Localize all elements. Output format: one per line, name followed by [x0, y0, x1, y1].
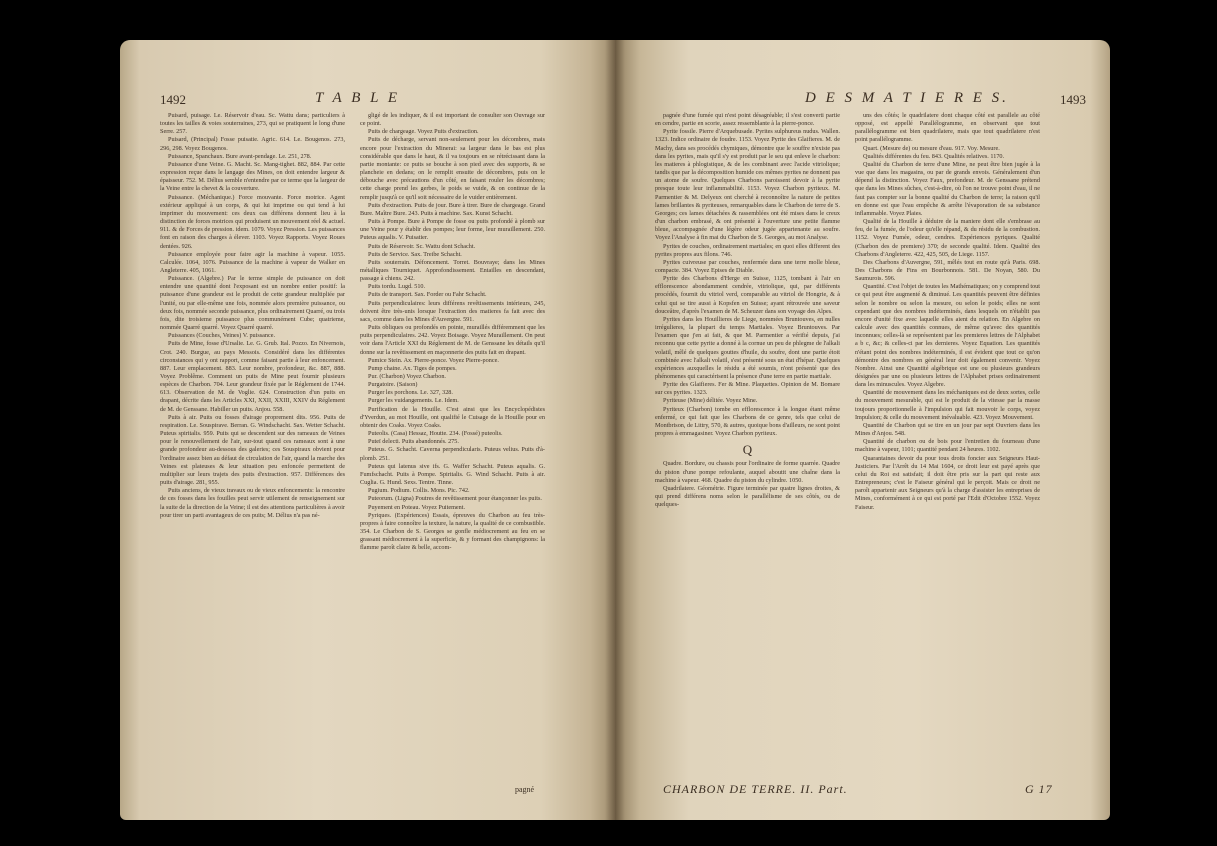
left-column-2: [360, 112, 545, 552]
index-entry: Pyrites de couches, ordinairement martiales; en quoi elles different des pyrites propres aux filons. 746.: [655, 242, 840, 258]
index-entry: Puits à air. Puits ou fosses d'airage proprement dits. 956. Puits de respiration. Le. Souspirave. Berran. G. Windschacht. Sax. Wetter Schacht. Puteus spiritalis. 959. Puits qui se descendent sur des rameaux de Veines pour le renouvellement de l'air, sur-tout quand ces rameaux sont à une grande profondeur au-dessous des galeries; ces Souspiraux obvient pour l'ordinaire assez bien au défaut de circulation de l'air, quand la marche des Veines est plateuses & leur situation peu enfoncée permettent de multiplier sur leurs trajets des puits d'extraction. 957. Différences des puits d'airage. 281, 955.: [160, 413, 345, 487]
index-entry: pagnée d'une fumée qui n'est point désagréable; il s'est converti partie en cendre, partie en scorie, assez ressemblante à la pierre-ponce.: [655, 112, 840, 128]
index-entry: Puits tordu. Lugd. 510.: [368, 283, 426, 291]
index-entry: Purger les vuidangements. Le. Idem.: [368, 397, 459, 405]
index-entry: Pump chaine. Ax. Tiges de pompes.: [368, 364, 457, 372]
index-entry: Puteus. G. Schacht. Caverna perpendicularis. Puteus velius. Puits d'à-plomb. 251.: [360, 446, 545, 462]
index-entry: Puissance. (Algebre.) Par le terme simple de puissance on doit entendre une quantité dont l'exposant est un nombre entier positif: la puissance d'une grandeur est le produit de cette grandeur multipliée par l'unité, ou par elle-même une fois, nommée alors première puissance, ou deux fois, nommée seconde puissance, plus ordinairement Quarré, ou trois fois, dite troisieme puissance plus communément Cube; quatrieme, nommée Quarré quarré. Voyez Quarré quarré.: [160, 275, 345, 332]
index-entry: Purification de la Houille. C'est ainsi que les Encyclopédistes d'Yverdun, au mot Houille, ont qualifié le Cuisage de la Houille pour en obtenir des Coaks. Voyez Coaks.: [360, 405, 545, 429]
index-entry: Puteolis. (Casa) Hessaz, Houtte. 234. (Fossé) puteolis.: [368, 430, 503, 438]
index-entry: Pyriques. (Expériences) Essais, épreuves du Charbon au feu très-propres à faire connoître la texture, la nature, la qualité de ce combustible. 354. Le Charbon de S. Georges se gonfle médiocrement au feu en se grassant médiocrement à la superficie, & y formant des champignons: la flamme paroît claire & belle, accom-: [360, 511, 545, 552]
index-entry: Des Charbons d'Auvergne, 591, mêlés tout en route qu'à Paris. 698. Des Charbons de Fins en Bourbonnois. 581. De Noyan, 580. Du Saumurois. 596.: [855, 258, 1040, 283]
index-entry: Pyrites dans les Houillieres de Liege, nommées Bruntouves, en nulles irrégulieres, la plupart du temps Martiales. Voyez Bruntouves. Par l'examen que j'en ai fait, & que M. Parmentier a vérifié depuis, j'ai reconnu que cette pyrite a donné à la cornue un peu de phlegme de l'alkali volatil, mêlé de quelques gouttes d'huile, du soufre, dont une partie étoit combinée avec l'alkali volatil, s'est présenté sous un état d'hépar. Quelques expériences auxquelles le résidu a été soumis, n'ont présenté que des phénomenes qui caractérisent la présence d'une terre en partie martiale.: [655, 315, 840, 380]
index-entry: Puissances (Couches, Veines) V. puissance.: [168, 332, 276, 340]
right-page: [615, 40, 1110, 820]
index-entry: Qualité de la Houille à déduire de la maniere dont elle s'embrase au feu, de la fumée, de l'odeur qu'elle répand, & du résidu de la combustion. 1152. Voyez Fumée, odeur, cendres. Expériences pyriques. Qualité (Charbon des de premiere) 370; de seconde qualité. Idem. Qualité des Charbons d'Angleterre. 422, 425, 505, de Liege. 1157.: [855, 218, 1040, 258]
index-entry: Pyriteuse (Mine) délitée. Voyez Mine.: [663, 397, 758, 405]
index-entry: Pyrites cuivreuse par couches, renfermée dans une terre molle bleue, compacte. 384. Voyez Epises de Diable.: [655, 258, 840, 274]
index-entry: Puteorum. (Ligna) Poutres de revêtissement pour étançonner les puits.: [368, 495, 542, 503]
index-entry: gligé de les indiquer, & il est important de consulter son Ouvrage sur ce point.: [360, 112, 545, 128]
signature-mark: G 17: [1025, 782, 1053, 796]
index-entry: Quadre. Bordure, ou chassis pour l'ordinaire de forme quarrée. Quadre du piston d'une pompe refoulante, auquel aboutit une chaîne dans la machine à vapeur. 468. Quadre du piston du cylindre. 1050.: [655, 460, 840, 484]
signature-title: CHARBON DE TERRE. II. Part.: [663, 782, 848, 796]
index-entry: Purgatoire. (Saison): [368, 381, 418, 389]
index-entry: Puits de Réservoir. Sc. Wattu dont Schacht.: [368, 242, 476, 250]
index-entry: Puteus qui latenus sive ifs. G. Waffer Schacht. Puteus aqualis. G. Fumfschacht. Puits à Pompe. Spiritalis. G. Wind Schacht. Puits à air. Cuglia. G. Hund. Sexs. Tentre. Tinne.: [360, 462, 545, 487]
index-entry: Puissance. (Méchanique.) Force mouvante. Force motrice. Agent extérieur appliqué à un corps, & qui lui imprime ou qui tend à lui imprimer du mouvement: ces deux cas différens donnent lieu à la distinction de forces motrices qui produisent un mouvement réel & actuel. 911. & de Forces de pression. idem. 1079. Voyez Pression. Les puissances font en raison des charges à élever. 1103. Voyez Rapports. Voyez Roues dentées. 926.: [160, 193, 345, 250]
index-entry: Puissance d'une Veine. G. Macht. Sc. Mang-tighet. 882, 884. Par cette expression reçue dans le langage des Mines, on doit entendre largeur & épaisseur. 752. M. Délius semble n'entendre par ce terme que la largeur de la Veine entre la chevet & la couverture.: [160, 160, 345, 193]
index-entry: Puteï delecti. Puits abandonnés. 275.: [368, 438, 459, 446]
index-entry: Quarantaines devoir du pour tous droits foncier aux Seigneurs Haut-Justiciers. Par l'Arrêt du 14 Mai 1604, ce droit leur est payé après que celui du Roi est satisfait; il doit être pris sur la part qui reste aux Entrepreneurs; c'est le Faiseur général qui le perçoit. Mais ce droit ne paroît appartenir aux Seigneurs qu'à la charge d'assister les entreprises de Mines, conformément à ce qui est porté par l'Edit d'Octobre 1552. Voyez Faiseur.: [855, 454, 1040, 511]
folio-left: 1492: [160, 92, 186, 107]
index-entry: Quantité. C'est l'objet de toutes les Mathématiques; on y comprend tout ce qui peut être augmenté & diminué. Les quantités peuvent être définies selon le nombre ou selon la mesure, ou selon le poids; elles ne sont cependant que des nombres indéterminés, dans lesquels on n'établit pas encore d'unité fixe avec laquelle elles aient du relation. En Algebre on calcule avec des quantités connues, de même qu'avec des quantités inconnues; celles-là se représentent par les premieres lettres de l'Alphabet a b c, &c; & celles-ci par les dernieres. Voyez Equation. Les quantités n'étant point des nombres indéterminés, il est évident que tout ce qu'on démontre des nombres en général leur doit également convenir. Voyez Nombre. Ainsi une Quantité algébrique est une ou plusieurs grandeurs désignées par une ou plusieurs lettres de l'Alphabet prises ordinairement dans les minuscules. Voyez Algebre.: [855, 283, 1040, 389]
index-entry: Puits anciens, de vieux travaux ou de vieux enfoncements: la rencontre de ces fosses dans les fouilles peut servir utilement de renseignement sur la suite de la direction de la Veine; il est des attentions particulières à avoir pour tirer un parti avantageux de ces puits; M. Délius n'a pas né-: [160, 487, 345, 519]
index-entry: Quantité de charbon ou de bois pour l'entretien du fourneau d'une machine à vapeur, 1101; quantité pendant 24 heures. 1102.: [855, 438, 1040, 454]
running-head-right: D E S M A T I E R E S.: [805, 90, 1009, 106]
index-entry: Quantité de Charbon qui se tire en un jour par sept Ouvriers dans les Mines d'Anjou. 548.: [855, 421, 1040, 438]
running-head-left: T A B L E: [315, 90, 401, 106]
index-entry: Pumice Stein. Ax. Pierre-ponce. Voyez Pierre-ponce.: [368, 356, 499, 364]
index-entry: Puits à Pompe. Bure à Pompe de fosse ou puits profondé à plomb sur une Veine pour y établir des pompes; leur forme, leur muraillement. 250. Puteus aqualis. V. Puisatier.: [360, 218, 545, 242]
right-column-1: [655, 112, 840, 509]
index-entry: Quantité de mouvement dans les méchaniques est de deux sortes, celle du mouvement mesurable, qui est le produit de la vitesse par la masse toujours proportionnelle à l'impulsion qui fait mouvoir le corps, voyez Impulsion; & celle du mouvement inévaluable. 423. Voyez Mouvement.: [855, 389, 1040, 421]
index-entry: Pyrite fossile. Pierre d'Arquebusade. Pyrites sulphureus nudus. Wallen. 1323. Indice ordinaire de foudre. 1153. Voyez Pyrite des Glaifieres. M. de Machy, dans ses procédés chymiques, démontre que le souffre n'existe pas dans les pyrites, mais qu'il s'y est produit par le seu qui enleve le charbon: les matieres à phlogistique, & de les combinant avec l'acide vitriolique; tandis que par la décomposition humide ces mêmes pyrites ne donnent pas un atome de soufre. Quelques Charbons paroissent devoir à la pyrite presque toute leur inflammabilité. 1153. Voyez Charbon pyriteux. M. Parmentier & M. Delyeux ont cherché à reconnoître la nature de petites lames brillantes & pyriteuses, remarquables dans le Charbon de terre de S. Georges; ces lames détachées & rassemblées ont été mises dans le creux d'un charbon embrasé, & ont présenté à l'ouverture une petite flamme bleue, accompagnée d'une légère odeur jugée appartenante au soufre. Voyez l'Analyse à fin mai du Charbon de S. Georges, au mot Analyse.: [655, 128, 840, 242]
index-entry: Purger les porchons. Le. 327, 328.: [368, 389, 453, 397]
index-entry: Puits souterrain. Défoncement. Torret. Bouvraye; dans les Mines métalliques Tourniquet. Approfondissement. Entailles en descendant, passage à chiens. 242.: [360, 258, 545, 283]
index-entry: Pyrite des Glaifieres. Fer & Mine. Plaquettes. Opinion de M. Bomare sur ces pyrites. 1323.: [655, 381, 840, 397]
index-entry: Puits de transport. Sax. Forder ou Fahr Schacht.: [368, 291, 487, 299]
index-entry: Puits de Mine, fosse d'Ursalie. Le. G. Grub. Ital. Pozzo. En Nivernois, Crot. 240. Burgue, au pays Messois. Considéré dans les différentes circonstances qui y ont rapport, comme faisant partie à leur enfoncement. 887. Leur emplacement. 883. Leur nombre, profondeur, &c. 887, 888. Voyez Problême. Comment un puits de Mine peut fournir plusieurs espèces de Charbon. 704. Leur grandeur fixée par le Réglement de 1744. 613. Observation de M. de Voglie. 624. Construction d'un puits en drapant, décrite dans les Articles XXI, XXII, XXIII, XXIV du Réglement de M. de Genssane. Habiller un puits. Anjou. 558.: [160, 340, 345, 413]
index-entry: Puits obliques ou profondés en pointe, muraillés différemment que les puits perpendiculaires. 242. Voyez Boisage. Voyez Muraillement. On peut voir dans l'Article XXI du Réglement de M. de Genssane les détails qu'il donne sur la revêtissement en maçonnerie des puits fait en drapant.: [360, 324, 545, 356]
left-column-1: [160, 112, 345, 520]
index-entry: Puisard, puisage. Le. Réservoir d'eau. Sc. Wattu dans; particuliers à toutes les tailles & voies souterraines, 273, qui se pratiquent le long d'une Serre. 257.: [160, 112, 345, 136]
index-entry: Pugium. Podium. Collis. Mons. Pic. 742.: [368, 487, 470, 495]
index-entry: Puissance employée pour faire agir la machine à vapeur. 1055. Calculée. 1064, 1076. Puissance de la machine à vapeur de Walker en Angleterre. 405, 1061.: [160, 250, 345, 274]
index-entry: Pyriteux (Charbon) tombe en efflorescence à la longue étant même enfermé, ce qui fait que les Charbons de ce genre, tels que celui de Montbrison, de Littry, 570, & autres, quoique bons d'ailleurs, ne sont point propres à emmagasiner. Voyez Charbon pyriteux.: [655, 405, 840, 438]
index-entry: Puyement en Poteau. Voyez Puitement.: [368, 503, 466, 511]
index-entry: Puisard, (Principal) Fosse puisatie. Agric. 614. Le. Bougenos. 273, 296, 298. Voyez Bougenos.: [160, 136, 345, 152]
left-page: [120, 40, 615, 820]
folio-right: 1493: [1060, 92, 1086, 107]
index-entry: Puits d'extraction. Puits de jour. Bure à tirer. Bure de chargeage. Grand Bure. Maître Bure. 243. Puits à machine. Sax. Kunst Schacht.: [360, 201, 545, 217]
section-letter-q: Q: [742, 442, 753, 458]
index-entry: Qualité du Charbon de terre d'une Mine, ne peut être bien jugée à la vue que dans les magasins, ou par de grands envois. Généralement d'un dépend la distinction. Voyez Faux, prefondeur. M. de Genssane prétend que dans les Mines sûches, c'est-à-dire, où l'on ne trouve point d'eau, il ne faut pas compter sur la bonne qualité du Charbon de terre; la raison qu'il en donne est que l'eau empêche & arrête l'évaporation de sa substance inflammable. Voyez Plaies.: [855, 160, 1040, 217]
index-entry: Puits perpendiculaires: leurs différens revêtissements intérieurs, 245, doivent être très-unis lorsque l'extraction des matieres fa fait avec des sacs, comme dans les Mines d'Auvergne. 591.: [360, 299, 545, 323]
index-entry: Pur. (Charbon) Voyez Charbon.: [368, 373, 446, 380]
index-entry: Quadrilatere. Géométrie. Figure terminée par quatre lignes droites, & qui prend différens noms selon le parallélisme de ses côtés, ou de quelques-: [655, 484, 840, 509]
open-book: [120, 40, 1110, 820]
right-column-2: [855, 112, 1040, 512]
index-entry: Puits de Service. Sax. Treibe Schacht.: [368, 250, 462, 258]
catchword-left: pagné: [515, 785, 535, 794]
index-entry: uns des côtés; le quadrilatere dont chaque côté est parallele au côté opposé, est appellé Parallélogramme, en observant que tout parallélogramme est bien quadrilatere, mais que tout quadrilatere n'est point parallélogramme.: [855, 112, 1040, 144]
index-entry: Quart. (Mesure de) ou mesure d'eau. 917. Voy. Mesure.: [863, 144, 1000, 152]
index-entry: Puissance, Spanchaux. Bure avant-pendage. Le. 251, 278.: [168, 152, 312, 160]
index-entry: Pyrite des Charbons d'Herge en Suisse, 1125, tombant à l'air en efflorescence abondamment cendrée, vitriolique, qui, par différents procédés, fournit du vitriol verd, comparable au vitriol de Hongrie, & à celui qui se tire aussi à Kopsfen en Suisse; ayant rétrouvée une saveur douceâtre, d'après l'examen de M. Scheuzer dans son voyage des Alpes.: [655, 275, 840, 315]
book-gutter: [605, 40, 625, 820]
index-entry: Puits de chargeage. Voyez Puits d'extraction.: [368, 128, 479, 136]
index-entry: Puits de décharge, servant non-seulement pour les décombres, mais encore pour l'extraction du Minerai: sa largeur dans le bas est plus considérable que dans le haut, & il va toujours en se rétrécissant dans la partie montante: ce puits se bouche à son pied avec des supports, & se plancheie en dedans; on le remplit ensuite de décombres, puis on le débouche avec précautions d'un côté, en faisant rouler les décombres; cette charge prend les gerbes, le poids se vuide, & on continue de la remplir jusqu'à ce qu'il soit nécessaire de le vuider entièrement.: [360, 136, 545, 201]
index-entry: Qualités différentes du feu. 843. Qualités relatives. 1170.: [863, 152, 1005, 160]
